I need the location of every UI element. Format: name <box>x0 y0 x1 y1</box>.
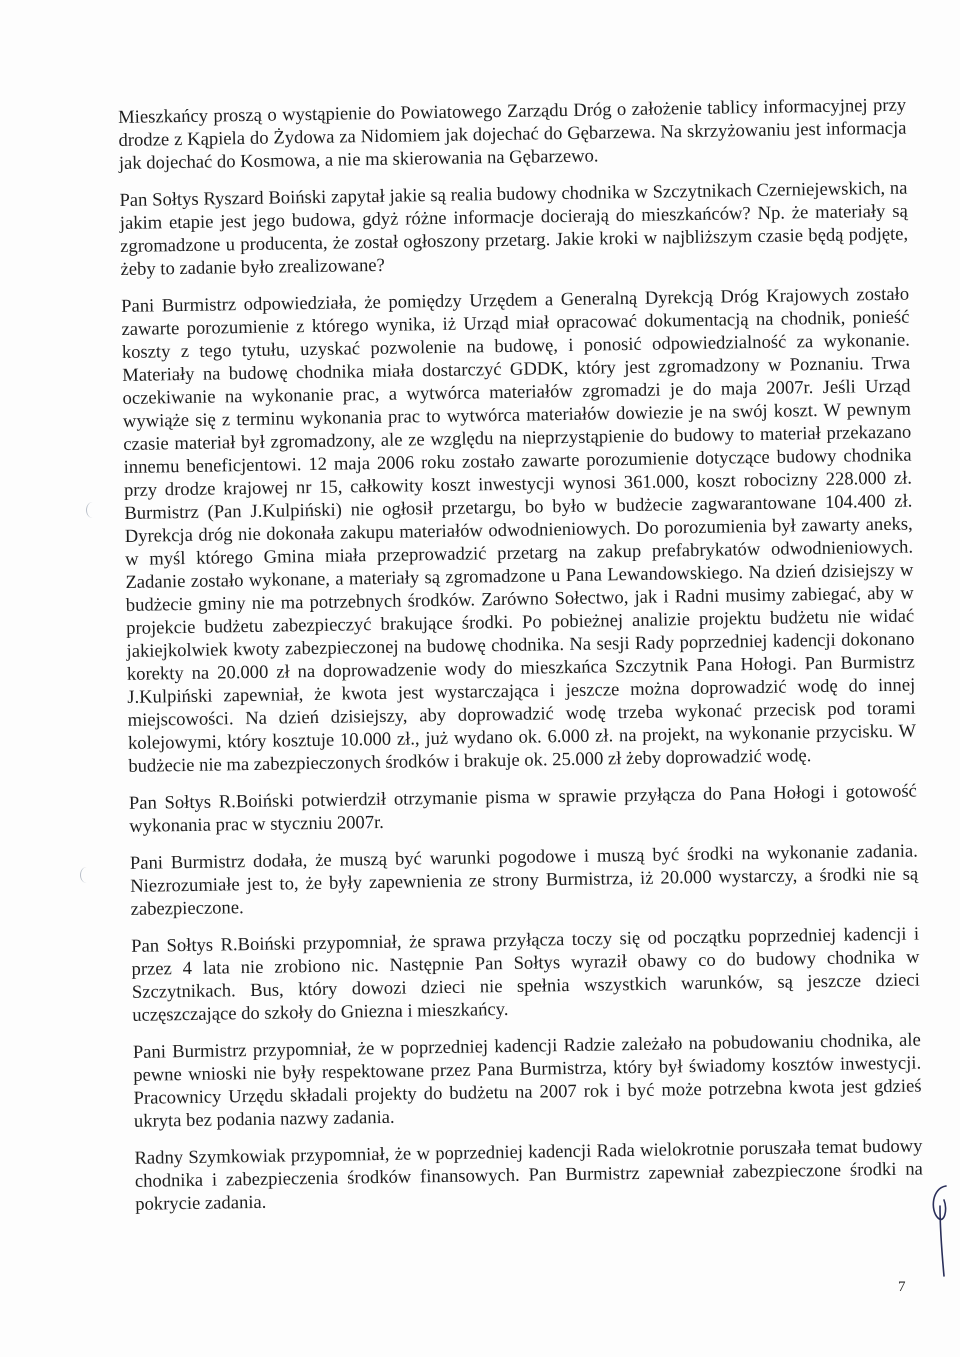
paragraph-road-sign-request: Mieszkańcy proszą o wystąpienie do Powiatowego Zarządu Dróg o założenie tablicy informacyjnej przy drodze z Kąpiela do Żydowa za Nidomiem jak dojechać do Gębarzewa. Na skrzyżowaniu jest informacja jak dojechać do Kosmowa, a nie ma skierowania na Gębarzewo. <box>118 94 907 174</box>
paragraph-burmistrz-reminder: Pani Burmistrz przypomniał, że w poprzedniej kadencji Radzie zależało na pobudowaniu chodnika, ale pewne wnioski nie były respektowane przez Pana Burmistrza, który był świadomy kosztów inwestycji. Pracownicy Urzędu składali projekty do budżetu na 2007 rok i być może potrzebna kwota jest gdzieś ukryta bez podania nazwy zadania. <box>132 1029 922 1132</box>
punch-hole-mark <box>80 867 93 883</box>
document-body <box>118 94 924 1230</box>
paragraph-soltys-reminder: Pan Sołtys R.Boiński przypomniał, że sprawa przyłącza toczy się od początku poprzedniej kadencji i przez 4 lata nie zrobiono nic. Następnie Pan Sołtys wyraził obawy co do budowy chodnika w Szczytnikach. Bus, który dowozi dzieci nie spełnia wszystkich warunków, są jeszcze dzieci uczęszczające do szkoły do Gniezna i mieszkańcy. <box>131 923 920 1026</box>
paragraph-burmistrz-answer: Pani Burmistrz odpowiedziała, że pomiędzy Urzędem a Generalną Dyrekcją Dróg Krajowych zostało zawarte porozumienie z którego wynika, iż Urząd miał opracować dokumentacją na chodnik, ponieść koszty z tego tytułu, uzyskać pozwolenie na budowę, i ponosić odpowiedzialność za wykonanie. Materiały na budowę chodnika miała dostarczyć GDDK, który jest zgromadzony w Poznaniu. Trwa oczekiwanie na wykonanie prac, a wytwórca materiałów zgromadzi je do maja 2007r. Jeśli Urząd wywiąże się z terminu wykonania prac to wytwórca materiałów dowiezie je na swój koszt. W pewnym czasie materiał był zgromadzony, ale ze względu na nieprzystąpienie do budowy to materiał przekazano innemu beneficjentowi. 12 maja 2006 roku zostało zawarte porozumienie dotyczące budowy chodnika przy drodze krajowej nr 15, całkowity koszt inwestycji wynosi 361.000, koszt robocizny 228.000 zł. Burmistrz (Pan J.Kulpiński) nie ogłosił przetargu, bo było w budżecie zagwarantowane 104.400 zł. Dyrekcja dróg nie dokonała zakupu materiałów odwodnieniowych. Do porozumienia był zawarty aneks, w myśl którego Gmina miała przeprowadzić przetarg na zakup prefabrykatów odwodnieniowych. Zadanie zostało wykonane, a materiały są zgromadzone u Pana Lewandowskiego. Na dzień dzisiejszy w budżecie gminy nie ma potrzebnych środków. Zarówno Sołectwo, jak i Radni musimy zabiegać, aby w projekcie budżetu zabezpieczyć brakujące środki. Po pobieżnej analizie projektu budżetu nie widać jakiejkolwiek kwoty zabezpieczonej na budowę chodnika. Na sesji Rady poprzedniej kadencji dokonano korekty na 20.000 zł na doprowadzenie wody do mieszkańca Szczytnik Pana Hołogi. Pan Burmistrz J.Kulpiński zapewniał, że kwota jest wystarczająca i jeszcze można doprowadzić wodę do innej miejscowości. Na dzień dzisiejszy, aby doprowadzić wodę trzeba wykonać przecisk pod torami kolejowymi, który kosztuje 10.000 zł., już wydano ok. 6.000 zł. na projekt, na wykonanie przycisku. W budżecie nie ma zabezpieczonych środków i brakuje ok. 25.000 zł żeby doprowadzić wodę. <box>120 283 917 777</box>
paragraph-burmistrz-addition: Pani Burmistrz dodała, że muszą być warunki pogodowe i muszą być środki na wykonanie zadania. Niezrozumiałe jest to, że były zapewnienia ze strony Burmistrza, iż 20.000 wystarczy, a środki nie są zabezpieczone. <box>129 840 919 920</box>
handwritten-margin-mark <box>918 1180 958 1280</box>
page-number: 7 <box>898 1279 906 1295</box>
punch-hole-mark <box>86 502 99 518</box>
paragraph-soltys-confirmation: Pan Sołtys R.Boiński potwierdził otrzymanie pisma w sprawie przyłącza do Pana Hołogi i gotowość wykonania prac w styczniu 2007r. <box>128 780 918 837</box>
paragraph-radny-statement: Radny Szymkowiak przypomniał, że w poprzedniej kadencji Rada wielokrotnie poruszała temat budowy chodnika i zabezpieczenia środków finansowych. Pan Burmistrz zapewniał zabezpieczone środki na pokrycie zadania. <box>134 1135 923 1215</box>
paragraph-soltys-question: Pan Sołtys Ryszard Boiński zapytał jakie są realia budowy chodnika w Szczytnikach Czerniejewskich, na jakim etapie jest jego budowa, gdyż różne informacje docierają do mieszkańców? Np. że materiały są zgromadzone u producenta, że został ogłoszony przetarg. Jakie kroki w najbliższym czasie będą podjęte, żeby to zadanie było zrealizowane? <box>119 177 909 280</box>
